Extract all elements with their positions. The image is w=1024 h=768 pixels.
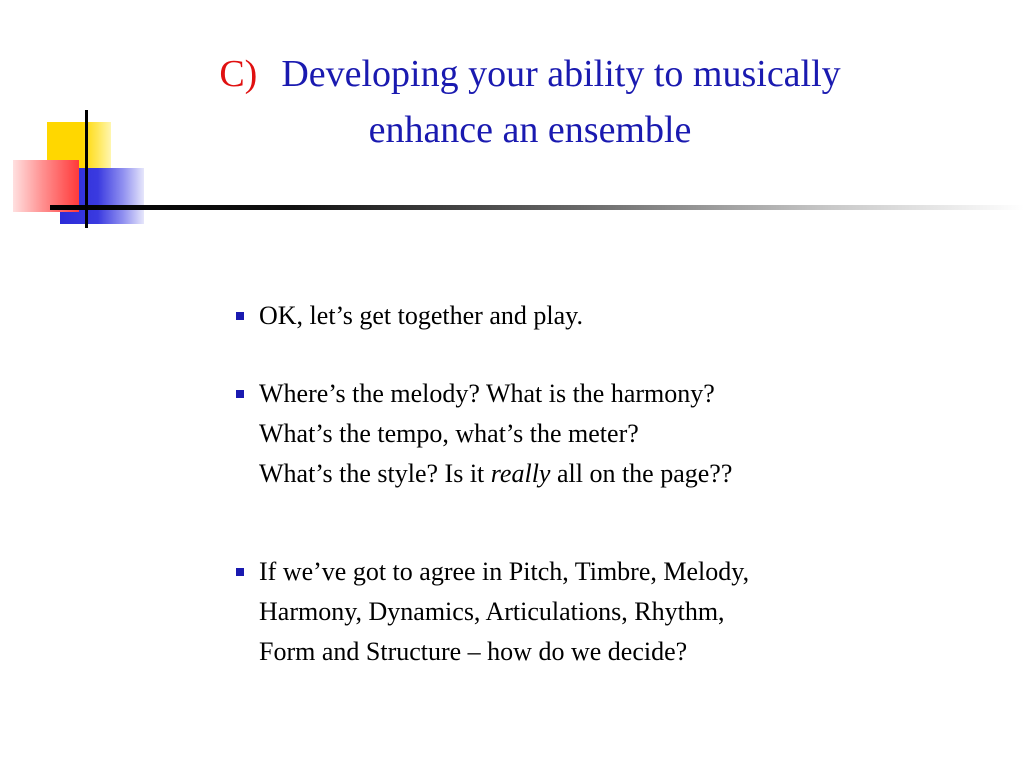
- bullet-item-1: [236, 296, 996, 336]
- vertical-line-decoration: [85, 110, 88, 228]
- bullet-2-emphasis: really: [490, 459, 551, 488]
- bullet-2-line-1: Where’s the melody? What is the harmony?: [259, 379, 715, 408]
- bullet-square-icon: [236, 312, 244, 320]
- bullet-2-line-3-pre: What’s the style? Is it: [259, 459, 491, 488]
- bullet-3-line-2: Harmony, Dynamics, Articulations, Rhythm,: [259, 597, 725, 626]
- slide-title: [120, 46, 940, 158]
- bullet-3-line-3: Form and Structure – how do we decide?: [259, 637, 688, 666]
- bullet-item-2: [236, 374, 996, 494]
- bullet-1-text: OK, let’s get together and play.: [259, 301, 583, 330]
- bullet-square-icon: [236, 390, 244, 398]
- title-line-1: [120, 46, 940, 102]
- bullet-2-line-3-post: all on the page??: [550, 459, 733, 488]
- bullet-item-3: [236, 552, 996, 672]
- bullet-3-line-1: If we’ve got to agree in Pitch, Timbre, Melody,: [259, 557, 750, 586]
- title-underline-rule: [50, 205, 1024, 210]
- bullet-2-line-2: What’s the tempo, what’s the meter?: [259, 419, 639, 448]
- bullet-list: [236, 296, 996, 672]
- bullet-2-line-3: [259, 454, 996, 494]
- bullet-square-icon: [236, 568, 244, 576]
- title-line-2: enhance an ensemble: [368, 109, 692, 151]
- title-section-letter: C): [219, 53, 258, 95]
- title-line-1-text: Developing your ability to musically: [281, 53, 841, 95]
